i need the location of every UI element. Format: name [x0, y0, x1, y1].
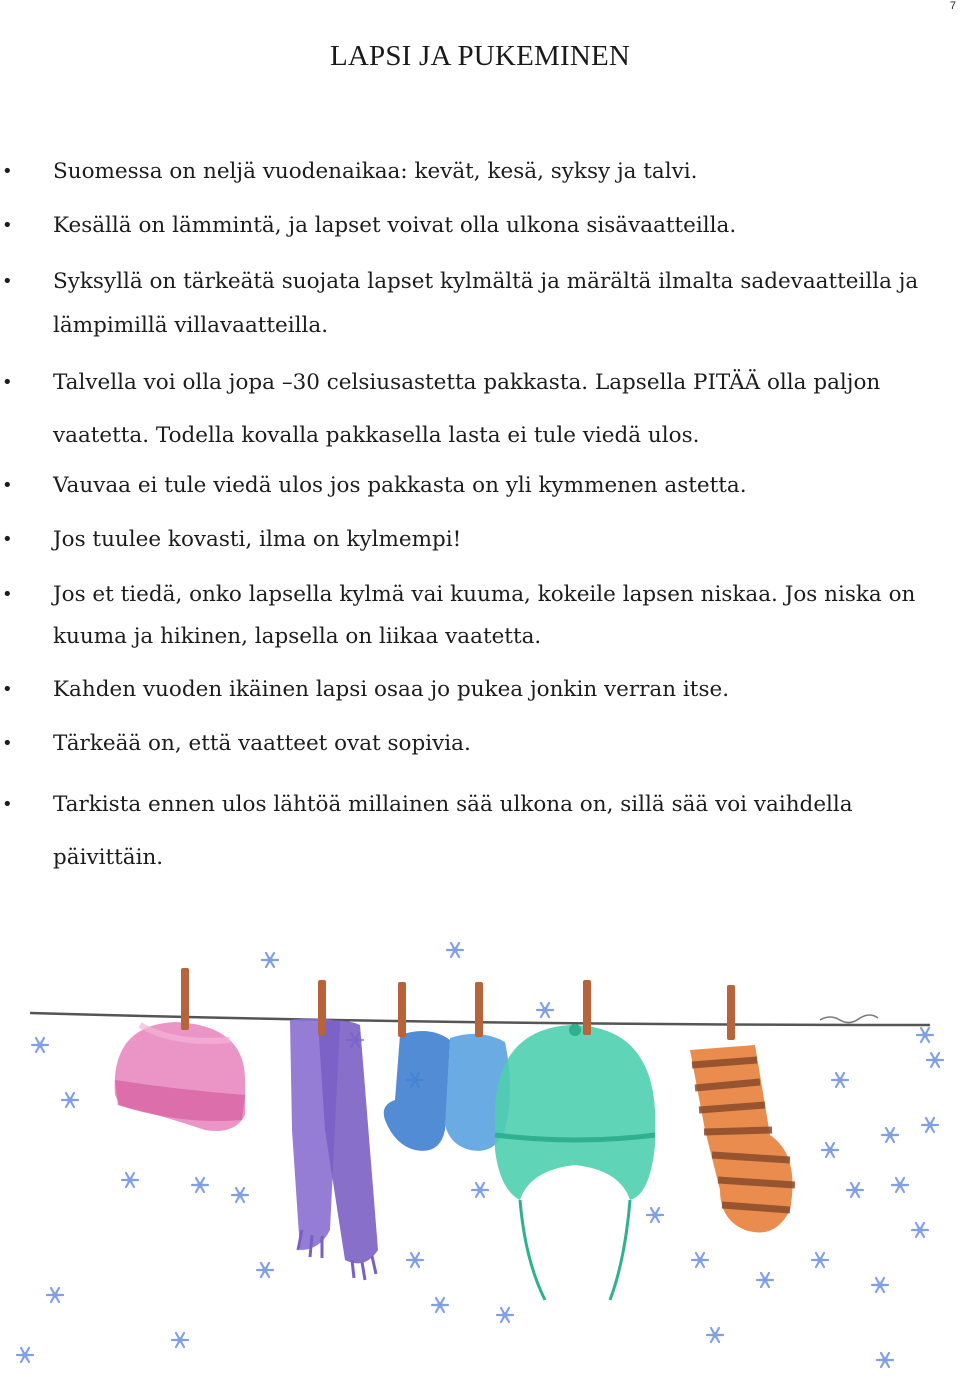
bullet-item-6: • Jos tuulee kovasti, ilma on kylmempi!	[0, 520, 960, 574]
orange-sock	[690, 1045, 795, 1233]
page-title: LAPSI JA PUKEMINEN	[329, 40, 631, 72]
bullet-item-8: • Kahden vuoden ikäinen lapsi osaa jo pukea jonkin verran itse.	[0, 670, 960, 724]
bullet-item-5: • Vauvaa ei tule viedä ulos jos pakkasta on yli kymmenen astetta.	[0, 466, 960, 520]
bullet-item-2: • Kesällä on lämmintä, ja lapset voivat olla ulkona sisävaatteilla.	[0, 206, 960, 260]
blue-mittens	[384, 1031, 510, 1151]
bullet-item-4: • Talvella voi olla jopa –30 celsiusastetta pakkasta. Lapsella PITÄÄ olla paljon vaatetta. Todella kovalla pakkasella lasta ei tule viedä ulos.	[0, 356, 960, 466]
pink-hat	[115, 1022, 245, 1131]
bullet-list	[0, 152, 960, 886]
bullet-item-9: • Tärkeää on, että vaatteet ovat sopivia.	[0, 724, 960, 778]
bullet-item-10: • Tarkista ennen ulos lähtöä millainen sää ulkona on, sillä sää voi vaihdella päivittäin.	[0, 778, 960, 886]
green-hat	[495, 1024, 655, 1300]
bullet-item-1: • Suomessa on neljä vuodenaikaa: kevät, kesä, syksy ja talvi.	[0, 152, 960, 206]
bullet-item-7: • Jos et tiedä, onko lapsella kylmä vai kuuma, kokeile lapsen niskaa. Jos niska on kuuma ja hikinen, lapsella on liikaa vaatetta.	[0, 574, 960, 670]
purple-scarf	[290, 1018, 378, 1280]
clothesline-illustration	[0, 930, 960, 1380]
page-number: 7	[949, 0, 956, 12]
bullet-item-3: • Syksyllä on tärkeätä suojata lapset kylmältä ja märältä ilmalta sadevaatteilla ja lämpimillä villavaatteilla.	[0, 260, 960, 356]
clothespins	[181, 968, 735, 1040]
